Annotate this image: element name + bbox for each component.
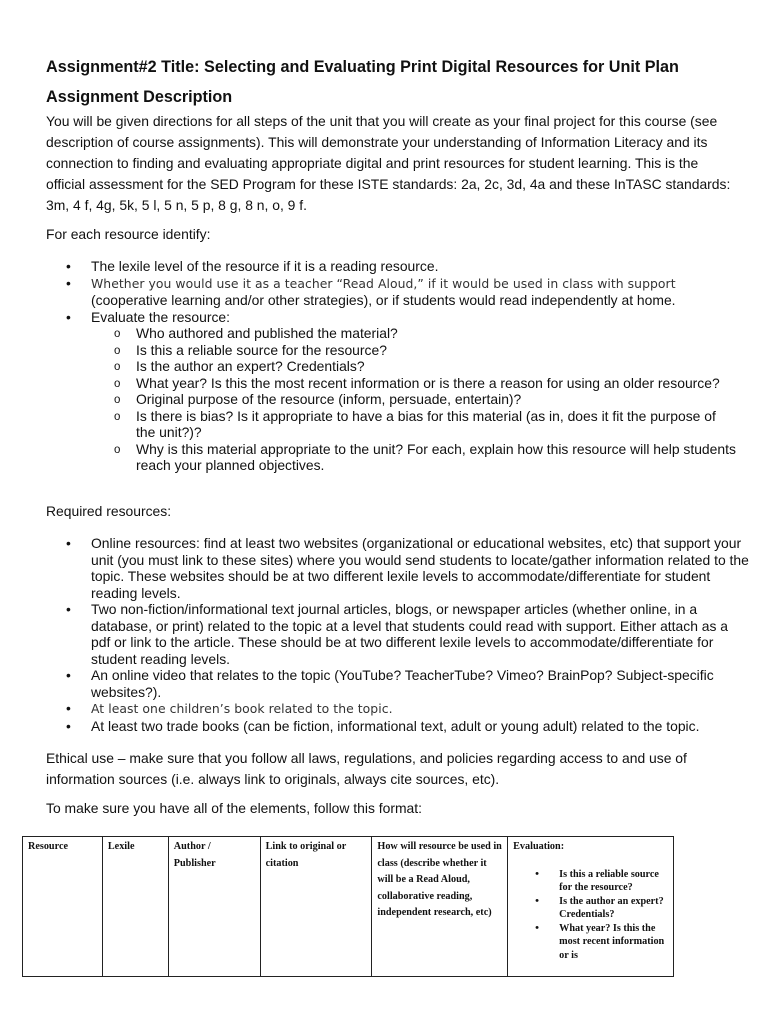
required-intro: Required resources: (46, 503, 172, 519)
required-item: • At least two trade books (can be fiction, informational text, adult or young adult) related to the topic. (46, 718, 751, 735)
evaluation-item: • Is the author an expert? Credentials? (513, 895, 668, 922)
table-row (23, 837, 674, 977)
identify-item-lexile: • The lexile level of the resource if it is a reading resource. (46, 258, 736, 275)
identify-item-read-aloud: • Whether you would use it as a teacher “Read Aloud,” if it would be used in class with support (cooperative learning and/or other strategies), or if students would read independently at home. (46, 275, 736, 309)
evaluate-item: o What year? Is this the most recent information or is there a reason for using an older resource? (91, 375, 736, 392)
table-header-lexile: Lexile (102, 837, 168, 977)
table-header-link: Link to original or citation (260, 837, 372, 977)
evaluate-item: o Why is this material appropriate to the unit? For each, explain how this resource will help students reach your planned objectives. (91, 441, 736, 474)
evaluate-item: o Is this a reliable source for the resource? (91, 342, 736, 359)
evaluate-item: o Original purpose of the resource (inform, persuade, entertain)? (91, 391, 736, 408)
table-header-usage: How will resource be used in class (describe whether it will be a Read Aloud, collaborative reading, independent research, etc) (372, 837, 508, 977)
identify-item-evaluate: • Evaluate the resource: o Who authored and published the material? o Is this a reliable source for the resource? o Is the author an expert? Credentials? o What year? Is this the most recent information or is there a reason for using an older resource? o Original purpose of the resource (inform, persuade, entertain)? o Is there is bias? Is it appropriate to have a bias for this material (as in, does it fit the purpose of the unit?)? o Why is this material appropriate to the unit? For each, explain how this resource will help students reach your planned objectives. (46, 309, 736, 474)
ethical-use-paragraph: Ethical use – make sure that you follow all laws, regulations, and policies regarding access to and use of information sources (i.e. always link to originals, always cite sources, etc). (46, 750, 687, 787)
table-header-resource: Resource (23, 837, 103, 977)
identify-list (46, 258, 736, 474)
evaluate-item: o Is the author an expert? Credentials? (91, 358, 736, 375)
evaluation-item: • What year? Is this the most recent information or is (513, 922, 668, 963)
table-header-evaluation: Evaluation: • Is this a reliable source for the resource? • Is the author an expert? Credentials? • What year? Is this the most recent information or is (508, 837, 674, 977)
description-heading: Assignment Description (46, 88, 233, 106)
evaluate-item: o Who authored and published the material? (91, 325, 736, 342)
identify-intro: For each resource identify: (46, 226, 211, 242)
evaluation-item: • Is this a reliable source for the resource? (513, 868, 668, 895)
evaluation-list (513, 868, 668, 963)
evaluate-sublist (91, 325, 736, 474)
format-intro: To make sure you have all of the elements, follow this format: (46, 800, 422, 816)
description-paragraph: You will be given directions for all steps of the unit that you will create as your final project for this course (see description of course assignments). This will demonstrate your understanding of Information Literacy and its connection to finding and evaluating appropriate digital and print resources for student learning. This is the official assessment for the SED Program for these ISTE standards: 2a, 2c, 3d, 4a and these InTASC standards: 3m, 4 f, 4g, 5k, 5 l, 5 n, 5 p, 8 g, 8 n, o, 9 f. (46, 113, 731, 213)
required-item: • At least one children’s book related to the topic. (46, 700, 751, 718)
required-item: • An online video that relates to the topic (YouTube? TeacherTube? Vimeo? BrainPop? Subject-specific websites?). (46, 667, 751, 700)
page-title: Assignment#2 Title: Selecting and Evaluating Print Digital Resources for Unit Plan (46, 58, 679, 76)
table-header-author: Author / Publisher (168, 837, 260, 977)
required-item: • Two non-fiction/informational text journal articles, blogs, or newspaper articles (whether online, in a database, or print) related to the topic at a level that students could read with support. Either attach as a pdf or link to the article. These should be at two different lexile levels to accommodate/differentiate for student reading levels. (46, 601, 751, 667)
evaluate-item: o Is there is bias? Is it appropriate to have a bias for this material (as in, does it fit the purpose of the unit?)? (91, 408, 736, 441)
required-item: • Online resources: find at least two websites (organizational or educational websites, etc) that support your unit (you must link to these sites) where you would send students to locate/gather information related to the topic. These websites should be at two different lexile levels to accommodate/differentiate for student reading levels. (46, 535, 751, 601)
format-table (22, 836, 674, 977)
required-list (46, 535, 751, 734)
